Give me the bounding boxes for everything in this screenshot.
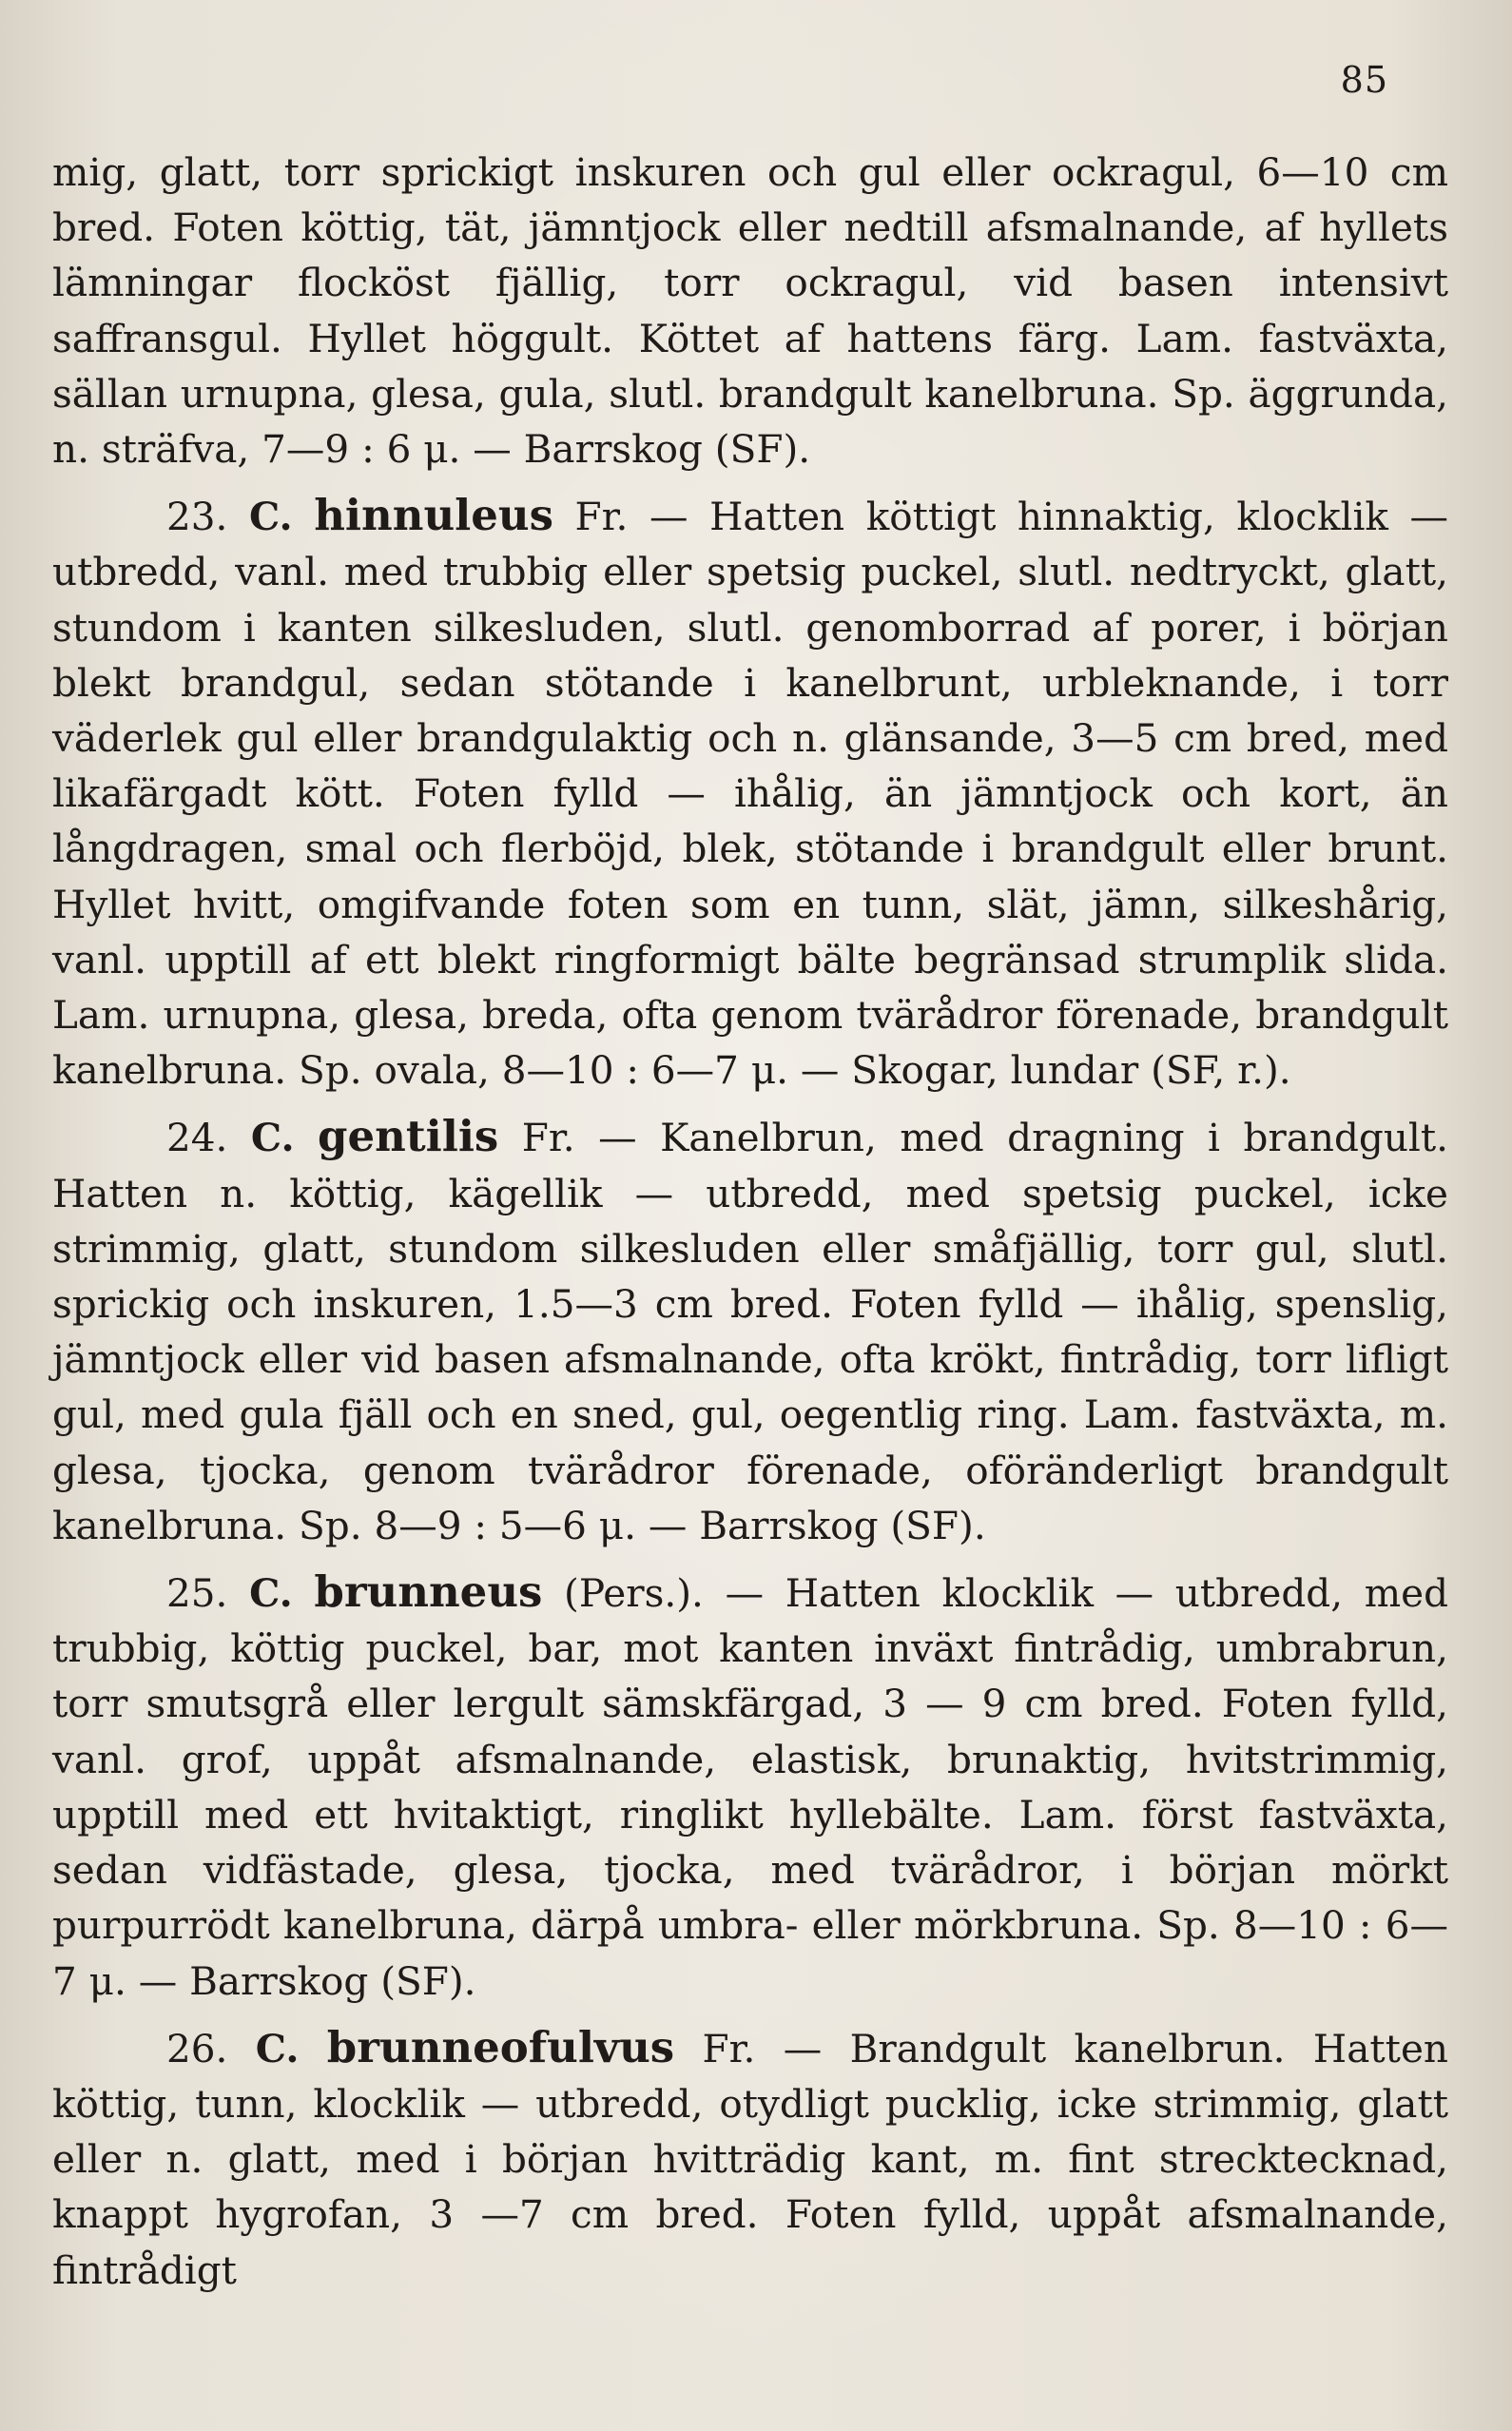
- entry-number: 23.: [166, 494, 228, 540]
- species-name: gentilis: [318, 1111, 499, 1162]
- entry-description: — Brandgult kanelbrun. Hatten köttig, tunn, klocklik — utbredd, otydligt pucklig, icke strimmig, glatt eller n. glatt, med i början hvitträdig kant, m. fint strecktecknad, knappt hygrofan, 3 —7 cm bred. Foten fylld, uppåt afsmalnande, fintrådigt: [52, 2025, 1448, 2293]
- page-body: [52, 145, 1448, 2309]
- genus-abbrev: C.: [249, 1570, 293, 1617]
- entry-number: 24.: [166, 1115, 228, 1161]
- paragraph-text: mig, glatt, torr sprickigt inskuren och gul eller ockragul, 6—10 cm bred. Foten köttig, tät, jämntjock eller nedtill afsmalnande, af hyllets lämningar flocköst fjällig, torr ockragul, vid basen intensivt saffransgul. Hyllet höggult. Köttet af hattens färg. Lam. fastväxta, sällan urnupna, glesa, gula, slutl. brandgult kanelbruna. Sp. äggrunda, n. sträfva, 7—9 : 6 μ. — Barrskog (SF).: [52, 149, 1448, 473]
- page-number: 85: [1340, 59, 1388, 101]
- genus-abbrev: C.: [255, 2025, 300, 2071]
- genus-abbrev: C.: [250, 1115, 295, 1161]
- author-citation: Fr.: [574, 494, 629, 540]
- species-entry-23: [52, 488, 1448, 1098]
- genus-abbrev: C.: [249, 494, 293, 540]
- species-entry-25: [52, 1565, 1448, 2009]
- species-name: hinnuleus: [314, 490, 553, 541]
- paragraph-continuation: [52, 145, 1448, 476]
- species-name: brunneus: [314, 1566, 543, 1618]
- entry-number: 25.: [166, 1570, 228, 1617]
- author-citation: Fr.: [521, 1115, 575, 1161]
- entry-description: — Kanelbrun, med dragning i brandgult. Hatten n. köttig, kägellik — utbredd, med spetsig puckel, icke strimmig, glatt, stundom silkesluden eller småfjällig, torr gul, slutl. sprickig och inskuren, 1.5—3 cm bred. Foten fylld — ihålig, spenslig, jämntjock eller vid basen afsmalnande, ofta krökt, fintrådig, torr lifligt gul, med gula fjäll och en sned, gul, oegentlig ring. Lam. fastväxta, m. glesa, tjocka, genom tvärådror förenade, oföränderligt brandgult kanelbruna. Sp. 8—9 : 5—6 μ. — Barrskog (SF).: [52, 1115, 1449, 1548]
- entry-description: — Hatten köttigt hinnaktig, klocklik — utbredd, vanl. med trubbig eller spetsig puckel, slutl. nedtryckt, glatt, stundom i kanten silkesluden, slutl. genomborrad af porer, i början blekt brandgul, sedan stötande i kanelbrunt, urbleknande, i torr väderlek gul eller brandgulaktig och n. glänsande, 3—5 cm bred, med likafärgadt kött. Foten fylld — ihålig, än jämntjock och kort, än långdragen, smal och flerböjd, blek, stötande i brandgult eller brunt. Hyllet hvitt, omgifvande foten som en tunn, slät, jämn, silkeshårig, vanl. upptill af ett blekt ringformigt bälte begränsad strumplik slida. Lam. urnupna, glesa, breda, ofta genom tvärådror förenade, brandgult kanelbruna. Sp. ovala, 8—10 : 6—7 μ. — Skogar, lundar (SF, r.).: [52, 494, 1449, 1094]
- entry-description: — Hatten klocklik — utbredd, med trubbig, köttig puckel, bar, mot kanten inväxt fintrådig, umbrabrun, torr smutsgrå eller lergult sämskfärgad, 3 — 9 cm bred. Foten fylld, vanl. grof, uppåt afsmalnande, elastisk, brunaktig, hvitstrimmig, upptill med ett hvitaktigt, ringlikt hyllebälte. Lam. först fastväxta, sedan vidfästade, glesa, tjocka, med tvärådror, i början mörkt purpurrödt kanelbruna, därpå umbra- eller mörkbruna. Sp. 8—10 : 6—7 μ. — Barrskog (SF).: [52, 1570, 1449, 2004]
- species-entry-24: [52, 1109, 1448, 1553]
- species-name: brunneofulvus: [326, 2021, 675, 2072]
- entry-number: 26.: [166, 2025, 228, 2071]
- author-citation: (Pers.).: [564, 1570, 704, 1617]
- species-entry-26: [52, 2020, 1448, 2298]
- author-citation: Fr.: [702, 2025, 756, 2071]
